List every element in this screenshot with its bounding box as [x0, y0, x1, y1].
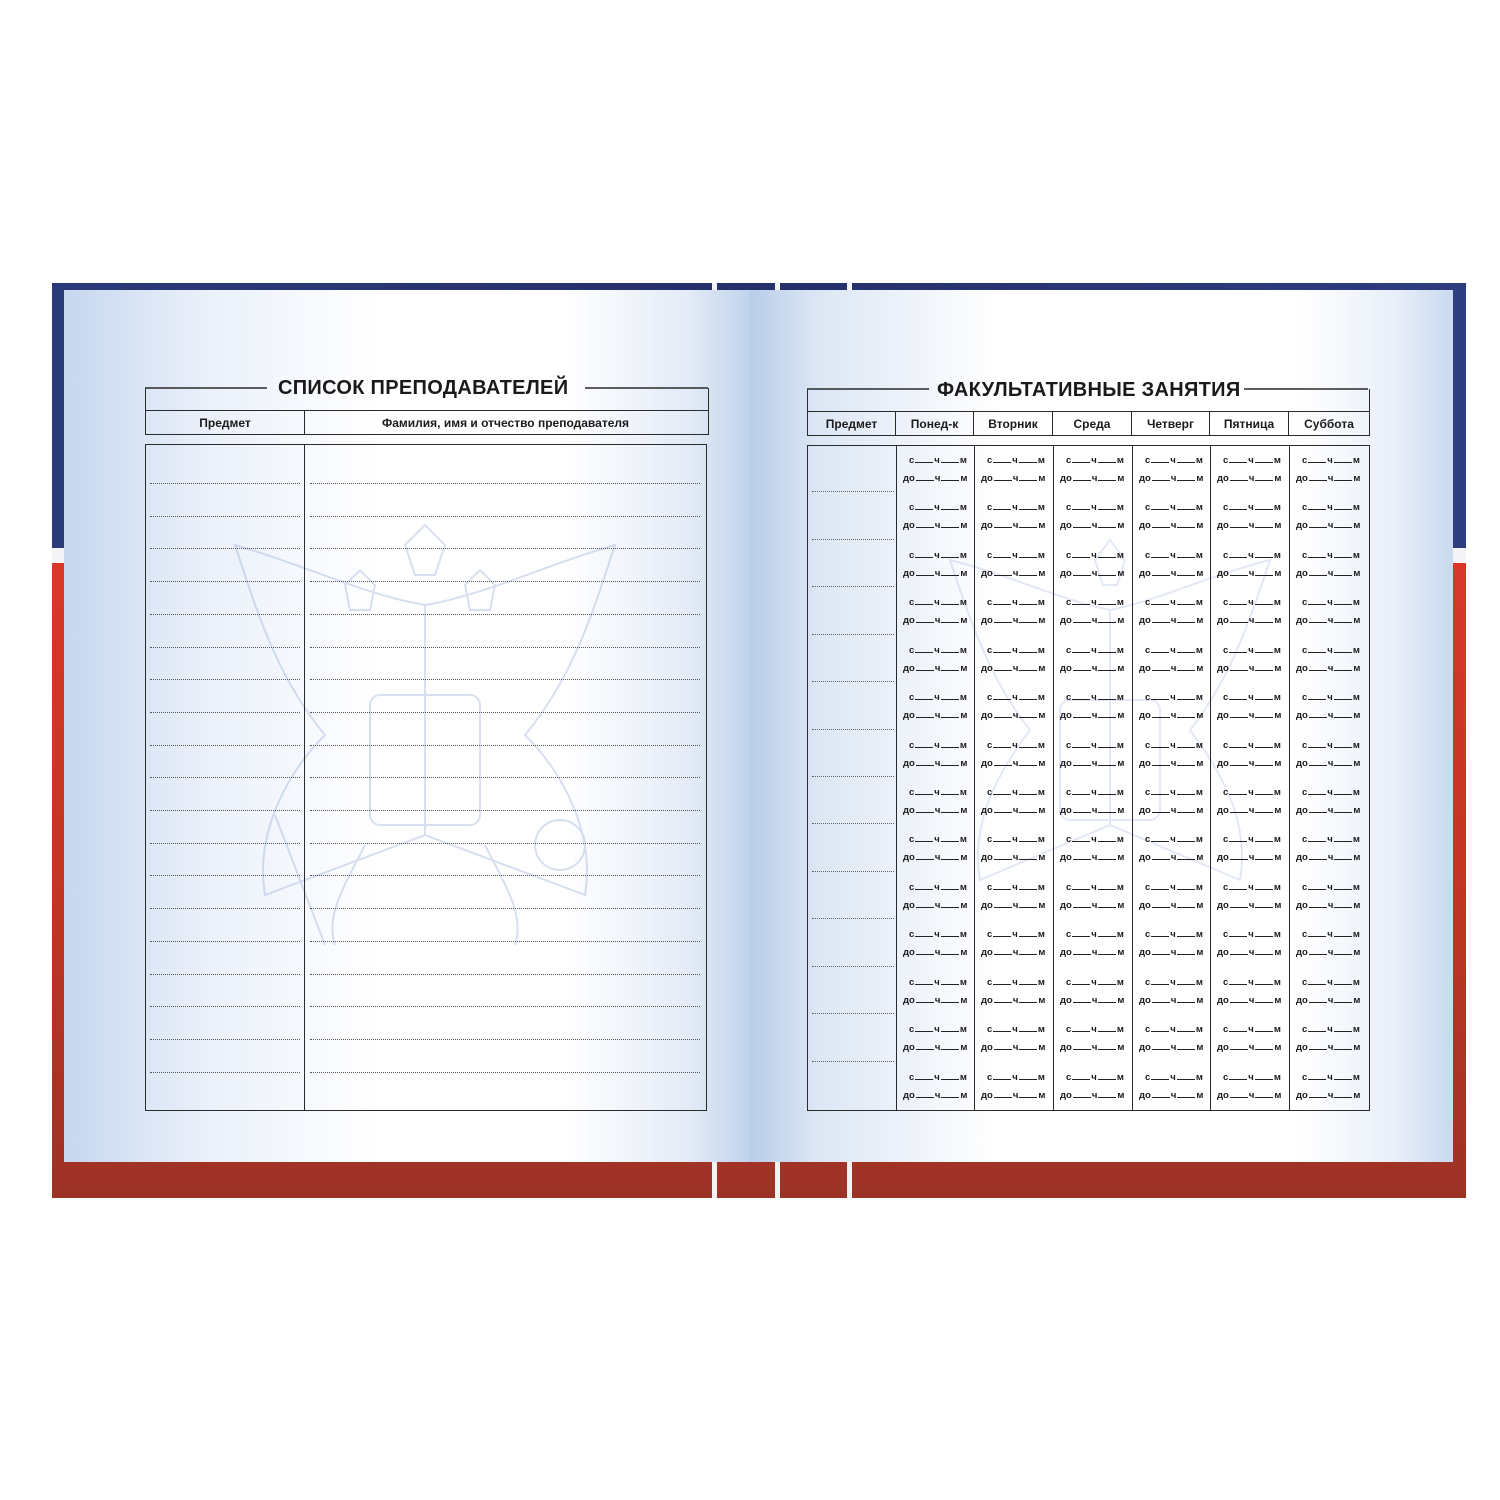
- time-slot-end: до ч м: [903, 852, 968, 864]
- electives-title: ФАКУЛЬТАТИВНЫЕ ЗАНЯТИЯ: [937, 379, 1241, 401]
- time-slot-end: до ч м: [1060, 757, 1125, 769]
- time-slot-end: до ч м: [1296, 567, 1361, 579]
- time-slot-start: с ч м: [1223, 881, 1281, 893]
- time-slot-end: до ч м: [1296, 473, 1361, 484]
- time-slot-end: до ч м: [1139, 615, 1204, 627]
- time-slot-end: до ч м: [1217, 994, 1282, 1006]
- time-slot-start: с ч м: [909, 739, 967, 751]
- time-slot-end: до ч м: [1139, 1089, 1204, 1101]
- time-slot-start: с ч м: [1145, 455, 1203, 466]
- time-slot-start: с ч м: [909, 502, 967, 514]
- time-slot-end: до ч м: [903, 520, 968, 532]
- time-slot-end: до ч м: [1296, 662, 1361, 674]
- time-slot-end: до ч м: [981, 615, 1046, 627]
- time-slot-end: до ч м: [1296, 1089, 1361, 1101]
- time-slot-start: с ч м: [1066, 502, 1124, 514]
- time-slot-end: до ч м: [981, 662, 1046, 674]
- time-slot-end: до ч м: [1060, 994, 1125, 1006]
- time-slot-start: с ч м: [1302, 787, 1360, 798]
- subject-entry-line: [150, 974, 300, 975]
- time-slot-end: до ч м: [1060, 899, 1125, 911]
- subject-entry-line: [812, 823, 894, 824]
- time-slot-start: с ч м: [987, 976, 1045, 988]
- time-slot-end: до ч м: [1217, 757, 1282, 769]
- subject-entry-line: [150, 843, 300, 844]
- time-slot-end: до ч м: [981, 1089, 1046, 1101]
- time-slot-start: с ч м: [987, 692, 1045, 704]
- subject-entry-line: [812, 491, 894, 492]
- time-slot-end: до ч м: [981, 852, 1046, 864]
- subject-entry-line: [812, 729, 894, 730]
- time-slot-end: до ч м: [1139, 994, 1204, 1006]
- time-slot-start: с ч м: [1066, 1024, 1124, 1036]
- subject-entry-line: [150, 581, 300, 582]
- time-slot-start: с ч м: [1302, 929, 1360, 941]
- time-slot-end: до ч м: [1060, 662, 1125, 674]
- subject-entry-line: [150, 777, 300, 778]
- time-slot-start: с ч м: [1145, 644, 1203, 656]
- column-header-0: Предмет: [808, 412, 896, 436]
- time-slot-end: до ч м: [1060, 473, 1125, 484]
- time-slot-start: с ч м: [1302, 881, 1360, 893]
- time-slot-end: до ч м: [1296, 710, 1361, 722]
- time-slot-end: до ч м: [1139, 710, 1204, 722]
- time-slot-start: с ч м: [987, 834, 1045, 846]
- time-slot-start: с ч м: [909, 929, 967, 941]
- time-slot-start: с ч м: [1302, 1071, 1360, 1083]
- electives-table-body: [807, 445, 1370, 1111]
- time-slot-start: с ч м: [987, 929, 1045, 941]
- time-slot-start: с ч м: [1223, 787, 1281, 798]
- time-slot-start: с ч м: [1066, 692, 1124, 704]
- time-slot-end: до ч м: [1060, 567, 1125, 579]
- time-slot-end: до ч м: [903, 473, 968, 484]
- time-slot-start: с ч м: [1145, 929, 1203, 941]
- teacher-entry-line: [310, 581, 700, 582]
- time-slot-end: до ч м: [1060, 1042, 1125, 1054]
- time-slot-start: с ч м: [1302, 644, 1360, 656]
- time-slot-end: до ч м: [981, 805, 1046, 816]
- subject-entry-line: [812, 871, 894, 872]
- time-slot-start: с ч м: [1223, 502, 1281, 514]
- column-header-6: Суббота: [1304, 417, 1354, 431]
- time-slot-end: до ч м: [981, 473, 1046, 484]
- time-slot-end: до ч м: [1139, 947, 1204, 959]
- time-slot-start: с ч м: [909, 976, 967, 988]
- time-slot-end: до ч м: [1296, 947, 1361, 959]
- time-slot-start: с ч м: [1302, 502, 1360, 514]
- time-slot-start: с ч м: [1223, 455, 1281, 466]
- time-slot-start: с ч м: [909, 644, 967, 656]
- time-slot-start: с ч м: [1145, 834, 1203, 846]
- time-slot-end: до ч м: [903, 899, 968, 911]
- time-slot-end: до ч м: [1296, 805, 1361, 816]
- time-slot-end: до ч м: [903, 567, 968, 579]
- time-slot-end: до ч м: [1139, 852, 1204, 864]
- time-slot-end: до ч м: [1217, 852, 1282, 864]
- subject-entry-line: [150, 647, 300, 648]
- time-slot-end: до ч м: [1060, 710, 1125, 722]
- time-slot-start: с ч м: [909, 834, 967, 846]
- teacher-entry-line: [310, 548, 700, 549]
- teacher-entry-line: [310, 908, 700, 909]
- time-slot-start: с ч м: [1145, 1024, 1203, 1036]
- teacher-entry-line: [310, 614, 700, 615]
- subject-entry-line: [150, 908, 300, 909]
- time-slot-start: с ч м: [987, 549, 1045, 561]
- time-slot-end: до ч м: [1139, 520, 1204, 532]
- time-slot-end: до ч м: [1060, 947, 1125, 959]
- time-slot-end: до ч м: [1296, 1042, 1361, 1054]
- time-slot-end: до ч м: [1217, 805, 1282, 816]
- column-header-1: Понед-к: [896, 412, 974, 436]
- time-slot-start: с ч м: [909, 881, 967, 893]
- subject-entry-line: [150, 745, 300, 746]
- subject-entry-line: [812, 1013, 894, 1014]
- time-slot-start: с ч м: [1223, 834, 1281, 846]
- time-slot-end: до ч м: [981, 994, 1046, 1006]
- day-column-divider: [1132, 446, 1133, 1110]
- electives-header-box: [807, 389, 1370, 436]
- time-slot-start: с ч м: [1223, 1071, 1281, 1083]
- subject-entry-line: [150, 810, 300, 811]
- teacher-entry-line: [310, 843, 700, 844]
- time-slot-end: до ч м: [981, 710, 1046, 722]
- subject-entry-line: [812, 776, 894, 777]
- time-slot-start: с ч м: [987, 597, 1045, 609]
- time-slot-start: с ч м: [1223, 549, 1281, 561]
- time-slot-end: до ч м: [981, 520, 1046, 532]
- column-divider: [304, 445, 305, 1110]
- time-slot-end: до ч м: [981, 947, 1046, 959]
- time-slot-start: с ч м: [1066, 549, 1124, 561]
- teacher-entry-line: [310, 516, 700, 517]
- time-slot-start: с ч м: [1145, 549, 1203, 561]
- column-header-2: Вторник: [974, 412, 1053, 436]
- time-slot-start: с ч м: [909, 597, 967, 609]
- teacher-entry-line: [310, 941, 700, 942]
- time-slot-start: с ч м: [1302, 455, 1360, 466]
- time-slot-start: с ч м: [1302, 597, 1360, 609]
- teacher-entry-line: [310, 745, 700, 746]
- time-slot-start: с ч м: [909, 549, 967, 561]
- subject-entry-line: [812, 918, 894, 919]
- time-slot-start: с ч м: [909, 455, 967, 466]
- time-slot-start: с ч м: [1066, 455, 1124, 466]
- time-slot-end: до ч м: [981, 567, 1046, 579]
- time-slot-start: с ч м: [987, 739, 1045, 751]
- subject-entry-line: [812, 966, 894, 967]
- teachers-table-body: [145, 444, 707, 1111]
- time-slot-end: до ч м: [903, 994, 968, 1006]
- column-header-teacher-name: Фамилия, имя и отчество преподавателя: [382, 416, 629, 430]
- time-slot-end: до ч м: [1296, 757, 1361, 769]
- subject-entry-line: [150, 679, 300, 680]
- time-slot-start: с ч м: [1302, 739, 1360, 751]
- time-slot-start: с ч м: [1302, 834, 1360, 846]
- time-slot-start: с ч м: [1145, 976, 1203, 988]
- time-slot-end: до ч м: [1217, 1042, 1282, 1054]
- time-slot-start: с ч м: [1223, 644, 1281, 656]
- time-slot-start: с ч м: [909, 692, 967, 704]
- time-slot-start: с ч м: [1223, 1024, 1281, 1036]
- time-slot-end: до ч м: [1139, 1042, 1204, 1054]
- subject-entry-line: [150, 1072, 300, 1073]
- time-slot-start: с ч м: [987, 502, 1045, 514]
- subject-entry-line: [812, 539, 894, 540]
- time-slot-start: с ч м: [1302, 1024, 1360, 1036]
- time-slot-end: до ч м: [1217, 1089, 1282, 1101]
- teacher-entry-line: [310, 777, 700, 778]
- subject-entry-line: [812, 634, 894, 635]
- time-slot-end: до ч м: [981, 899, 1046, 911]
- time-slot-start: с ч м: [987, 1071, 1045, 1083]
- teachers-header-box: [145, 388, 709, 435]
- time-slot-end: до ч м: [903, 615, 968, 627]
- teacher-entry-line: [310, 875, 700, 876]
- time-slot-start: с ч м: [1145, 787, 1203, 798]
- time-slot-start: с ч м: [1145, 502, 1203, 514]
- subject-entry-line: [150, 941, 300, 942]
- teacher-entry-line: [310, 1072, 700, 1073]
- time-slot-end: до ч м: [1060, 520, 1125, 532]
- time-slot-start: с ч м: [1145, 597, 1203, 609]
- time-slot-end: до ч м: [1296, 852, 1361, 864]
- time-slot-end: до ч м: [1217, 947, 1282, 959]
- subject-entry-line: [812, 586, 894, 587]
- time-slot-end: до ч м: [1139, 805, 1204, 816]
- time-slot-end: до ч м: [1217, 473, 1282, 484]
- teacher-entry-line: [310, 1039, 700, 1040]
- time-slot-start: с ч м: [1066, 834, 1124, 846]
- teacher-entry-line: [310, 974, 700, 975]
- time-slot-start: с ч м: [987, 787, 1045, 798]
- teacher-entry-line: [310, 679, 700, 680]
- day-column-divider: [974, 446, 975, 1110]
- time-slot-start: с ч м: [987, 881, 1045, 893]
- day-column-divider: [1289, 446, 1290, 1110]
- time-slot-start: с ч м: [987, 455, 1045, 466]
- time-slot-end: до ч м: [903, 710, 968, 722]
- time-slot-end: до ч м: [903, 757, 968, 769]
- time-slot-end: до ч м: [1060, 852, 1125, 864]
- time-slot-start: с ч м: [1145, 692, 1203, 704]
- time-slot-start: с ч м: [1066, 881, 1124, 893]
- time-slot-end: до ч м: [1217, 615, 1282, 627]
- time-slot-start: с ч м: [1066, 1071, 1124, 1083]
- time-slot-end: до ч м: [903, 1042, 968, 1054]
- time-slot-end: до ч м: [1139, 473, 1204, 484]
- time-slot-start: с ч м: [1223, 976, 1281, 988]
- time-slot-start: с ч м: [1145, 881, 1203, 893]
- time-slot-start: с ч м: [1302, 549, 1360, 561]
- time-slot-start: с ч м: [1302, 976, 1360, 988]
- time-slot-end: до ч м: [1217, 710, 1282, 722]
- time-slot-end: до ч м: [1296, 899, 1361, 911]
- time-slot-end: до ч м: [903, 947, 968, 959]
- column-header-5: Пятница: [1210, 412, 1289, 436]
- teacher-entry-line: [310, 712, 700, 713]
- time-slot-start: с ч м: [909, 1071, 967, 1083]
- time-slot-end: до ч м: [903, 1089, 968, 1101]
- time-slot-start: с ч м: [1302, 692, 1360, 704]
- time-slot-end: до ч м: [1139, 567, 1204, 579]
- time-slot-end: до ч м: [1217, 899, 1282, 911]
- time-slot-start: с ч м: [1223, 929, 1281, 941]
- time-slot-end: до ч м: [1217, 662, 1282, 674]
- teacher-entry-line: [310, 810, 700, 811]
- time-slot-end: до ч м: [1060, 805, 1125, 816]
- subject-entry-line: [150, 1006, 300, 1007]
- time-slot-end: до ч м: [1217, 520, 1282, 532]
- column-header-subject: Предмет: [146, 411, 305, 435]
- column-header-4: Четверг: [1132, 412, 1210, 436]
- teachers-header-row: [146, 410, 708, 435]
- time-slot-end: до ч м: [1139, 662, 1204, 674]
- time-slot-start: с ч м: [987, 1024, 1045, 1036]
- electives-header-row: [808, 411, 1369, 436]
- time-slot-end: до ч м: [1217, 567, 1282, 579]
- time-slot-start: с ч м: [1223, 692, 1281, 704]
- teacher-entry-line: [310, 483, 700, 484]
- time-slot-start: с ч м: [1066, 787, 1124, 798]
- subject-entry-line: [150, 875, 300, 876]
- time-slot-start: с ч м: [1066, 644, 1124, 656]
- teacher-entry-line: [310, 1006, 700, 1007]
- day-column-divider: [896, 446, 897, 1110]
- time-slot-end: до ч м: [981, 1042, 1046, 1054]
- time-slot-end: до ч м: [1139, 757, 1204, 769]
- teacher-entry-line: [310, 647, 700, 648]
- time-slot-end: до ч м: [1296, 994, 1361, 1006]
- time-slot-end: до ч м: [903, 662, 968, 674]
- subject-entry-line: [150, 548, 300, 549]
- time-slot-start: с ч м: [909, 1024, 967, 1036]
- time-slot-start: с ч м: [1145, 1071, 1203, 1083]
- subject-entry-line: [150, 712, 300, 713]
- time-slot-end: до ч м: [1060, 1089, 1125, 1101]
- time-slot-end: до ч м: [1296, 615, 1361, 627]
- day-column-divider: [1053, 446, 1054, 1110]
- time-slot-start: с ч м: [1066, 597, 1124, 609]
- subject-entry-line: [150, 483, 300, 484]
- time-slot-start: с ч м: [1145, 739, 1203, 751]
- time-slot-start: с ч м: [1066, 976, 1124, 988]
- time-slot-start: с ч м: [1223, 739, 1281, 751]
- subject-entry-line: [150, 614, 300, 615]
- time-slot-end: до ч м: [1139, 899, 1204, 911]
- time-slot-start: с ч м: [1223, 597, 1281, 609]
- time-slot-start: с ч м: [1066, 739, 1124, 751]
- time-slot-end: до ч м: [903, 805, 968, 816]
- day-column-divider: [1210, 446, 1211, 1110]
- subject-entry-line: [150, 1039, 300, 1040]
- time-slot-end: до ч м: [1060, 615, 1125, 627]
- subject-entry-line: [150, 516, 300, 517]
- subject-entry-line: [812, 681, 894, 682]
- teachers-list-title: СПИСОК ПРЕПОДАВАТЕЛЕЙ: [278, 377, 569, 399]
- time-slot-start: с ч м: [987, 644, 1045, 656]
- time-slot-start: с ч м: [909, 787, 967, 798]
- column-header-3: Среда: [1053, 412, 1132, 436]
- subject-entry-line: [812, 1061, 894, 1062]
- time-slot-end: до ч м: [1296, 520, 1361, 532]
- time-slot-end: до ч м: [981, 757, 1046, 769]
- time-slot-start: с ч м: [1066, 929, 1124, 941]
